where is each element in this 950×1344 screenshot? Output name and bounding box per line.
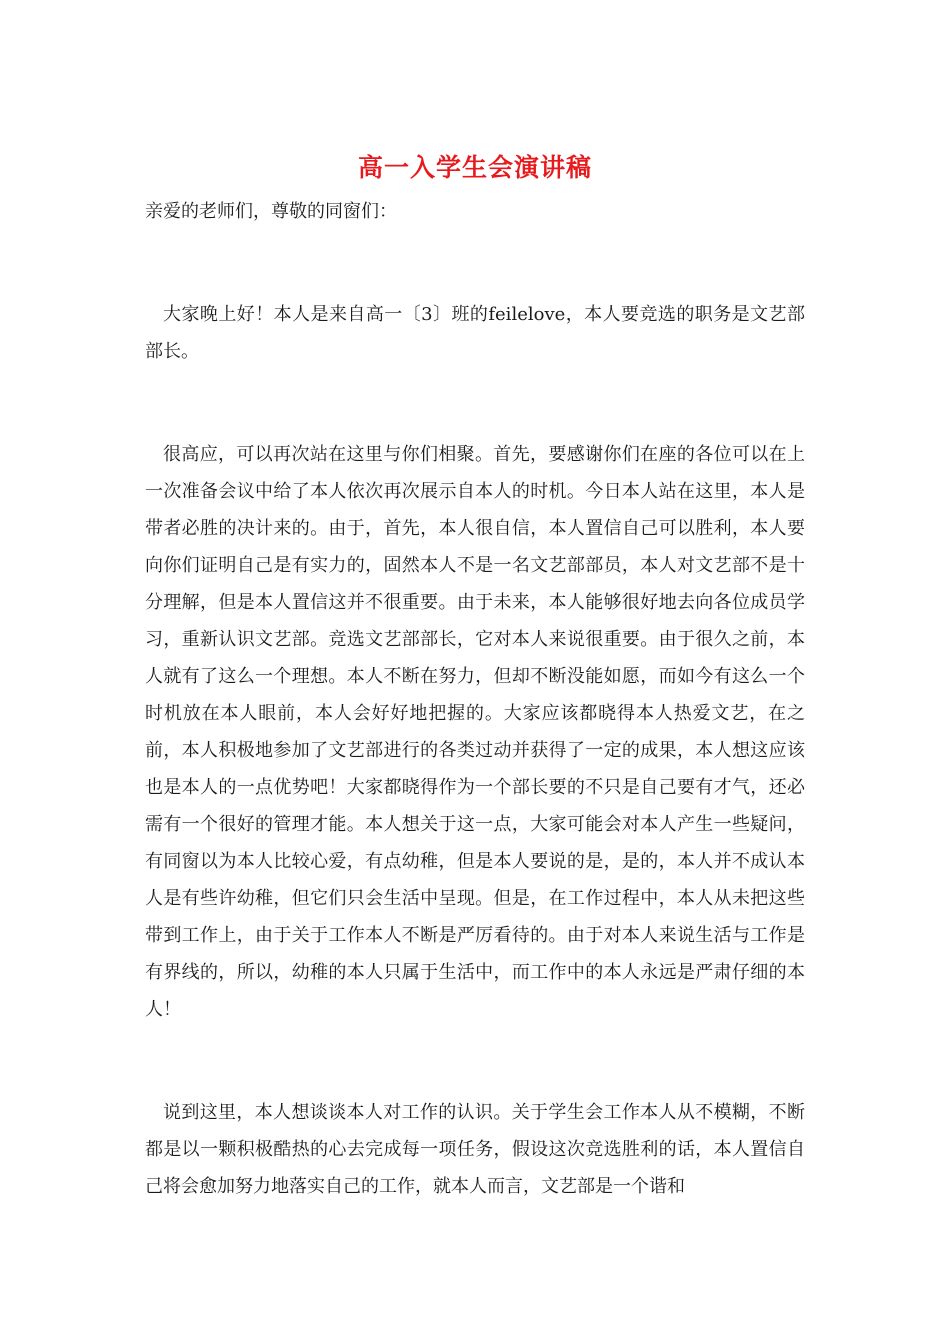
document-title: 高一入学生会演讲稿 — [357, 153, 592, 182]
paragraph-intro: 大家晚上好！本人是来自高一〔3〕班的feilelove，本人要竞选的职务是文艺部部长。 — [145, 304, 805, 362]
paragraph-body: 很高应，可以再次站在这里与你们相聚。首先，要感谢你们在座的各位可以在上一次准备会议中给了本人依次再次展示自本人的时机。今日本人站在这里，本人是带者必胜的决计来的。由于，首先，本人很自信，本人置信自己可以胜利，本人要向你们证明自己是有实力的，固然本人不是一名文艺部部员，本人对文艺部不是十分理解，但是本人置信这并不很重要。由于未来，本人能够很好地去向各位成员学习，重新认识文艺部。竞选文艺部部长，它对本人来说很重要。由于很久之前，本人就有了这么一个理想。本人不断在努力，但却不断没能如愿，而如今有这么一个时机放在本人眼前，本人会好好地把握的。大家应该都晓得本人热爱文艺，在之前，本人积极地参加了文艺部进行的各类过动并获得了一定的成果，本人想这应该也是本人的一点优势吧！大家都晓得作为一个部长要的不只是自己要有才气，还必需有一个很好的管理才能。本人想关于这一点，大家可能会对本人产生一些疑问，有同窗以为本人比较心爱，有点幼稚，但是本人要说的是，是的，本人并不成认本人是有些许幼稚，但它们只会生活中呈现。但是，在工作过程中，本人从未把这些带到工作上，由于关于工作本人不断是严厉看待的。由于对本人来说生活与工作是有界线的，所以，幼稚的本人只属于生活中，而工作中的本人永远是严肃仔细的本人！ — [145, 444, 805, 1020]
paragraph-work: 说到这里，本人想谈谈本人对工作的认识。关于学生会工作本人从不模糊，不断都是以一颗积极酷热的心去完成每一项任务，假设这次竞选胜利的话，本人置信自己将会愈加努力地落实自己的工作，就本人而言，文艺部是一个谐和 — [145, 1102, 805, 1197]
salutation: 亲爱的老师们，尊敬的同窗们： — [145, 201, 397, 222]
